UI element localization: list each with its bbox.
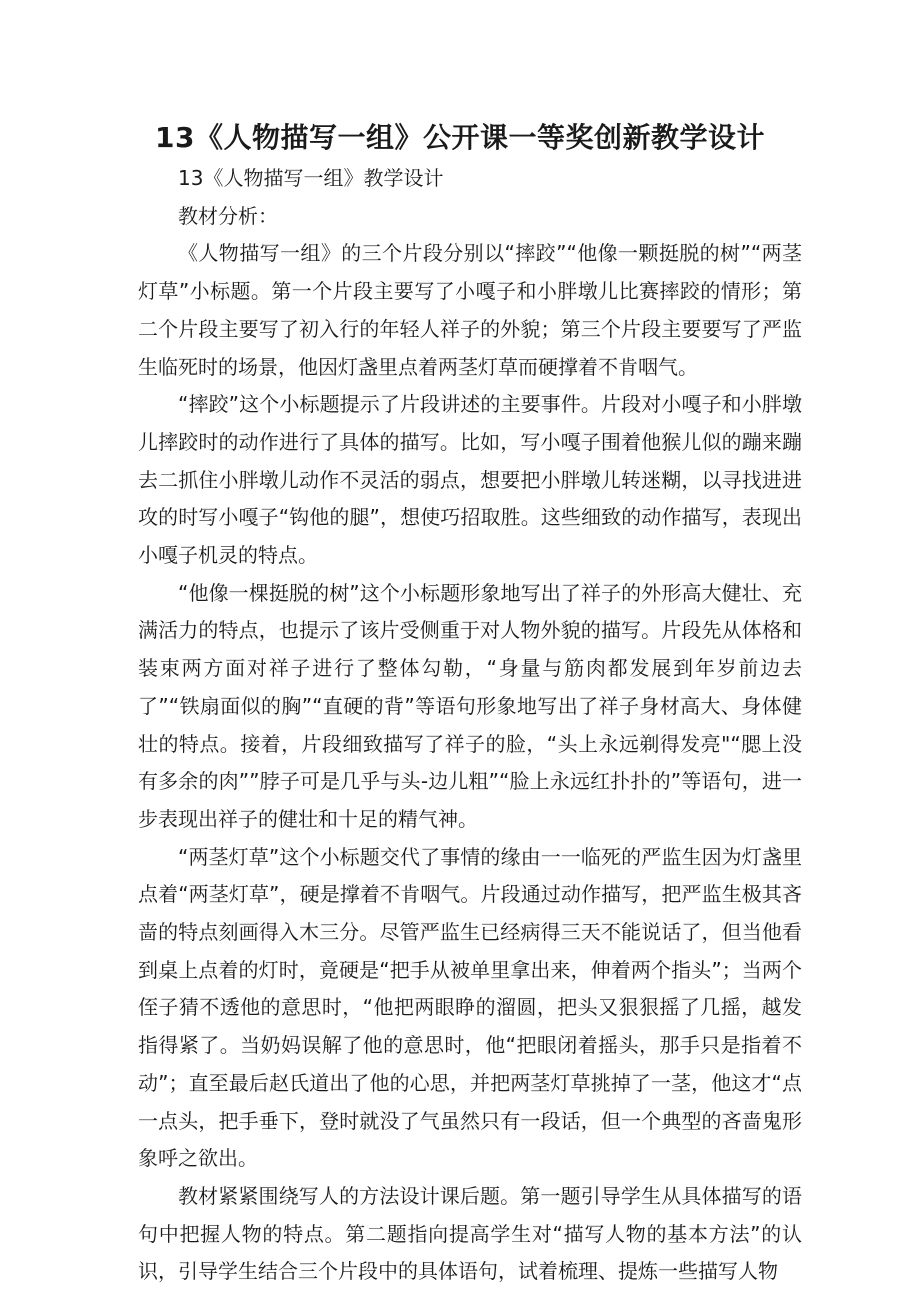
- document-title: 13《人物描写一组》公开课一等奖创新教学设计: [155, 121, 765, 154]
- paragraph-wrestling: “摔跤”这个小标题提示了片段讲述的主要事件。片段对小嘎子和小胖墩儿摔跤时的动作进行了具体的描写。比如，写小嘎子围着他猴儿似的蹦来蹦去二抓住小胖墩儿动作不灵活的弱点，想要把小胖墩儿转迷糊，以寻找进进攻的时写小嘎子“钩他的腿”，想使巧招取胜。这些细致的动作描写，表现出小嘎子机灵的特点。: [138, 392, 802, 568]
- document-body: [138, 160, 802, 1291]
- paragraph-tree: “他像一棵挺脱的树”这个小标题形象地写出了祥子的外形高大健壮、充满活力的特点，也提示了该片受侧重于对人物外貌的描写。片段先从体格和装束两方面对祥子进行了整体勾勒，“身量与筋肉都发展到年岁前边去了”“铁扇面似的胸”“直硬的背”等语句形象地写出了祥子身材高大、身体健壮的特点。接着，片段细致描写了祥子的脸，“头上永远剃得发亮"“腮上没有多余的肉””脖子可是几乎与头-边儿粗”“脸上永远红扑扑的”等语句，进一步表现出祥子的健壮和十足的精气神。: [138, 580, 802, 831]
- lesson-subtitle: 13《人物描写一组》教学设计: [178, 166, 444, 190]
- paragraph-overview: 《人物描写一组》的三个片段分别以“摔跤”“他像一颗挺脱的树”“两茎灯草”小标题。第一个片段主要写了小嘎子和小胖墩儿比赛摔跤的情形；第二个片段主要写了初入行的年轻人祥子的外貌；第三个片段主要要写了严监生临死时的场景，他因灯盏里点着两茎灯草而硬撑着不肯咽气。: [138, 241, 802, 379]
- paragraph-exercises: 教材紧紧围绕写人的方法设计课后题。第一题引导学生从具体描写的语句中把握人物的特点。第二题指向提高学生对“描写人物的基本方法”的认识，引导学生结合三个片段中的具体语句，试着梳理、提炼一些描写人物: [138, 1183, 802, 1284]
- paragraph-lamp-wicks: “两茎灯草”这个小标题交代了事情的缘由一一临死的严监生因为灯盏里点着“两茎灯草”，硬是撑着不肯咽气。片段通过动作描写，把严监生极其吝啬的特点刻画得入木三分。尽管严监生已经病得三天不能说话了，但当他看到桌上点着的灯时，竟硬是“把手从被单里拿出来，伸着两个指头”；当两个侄子猜不透他的意思时，“他把两眼睁的溜圆，把头又狠狠摇了几摇，越发指得紧了。当奶妈误解了他的意思时，他“把眼闭着摇头，那手只是指着不动”；直至最后赵氏道出了他的心思，并把两茎灯草挑掉了一茎，他这才“点一点头，把手垂下，登时就没了气虽然只有一段话，但一个典型的吝啬鬼形象呼之欲出。: [138, 844, 802, 1171]
- section-label: 教材分析：: [178, 203, 278, 228]
